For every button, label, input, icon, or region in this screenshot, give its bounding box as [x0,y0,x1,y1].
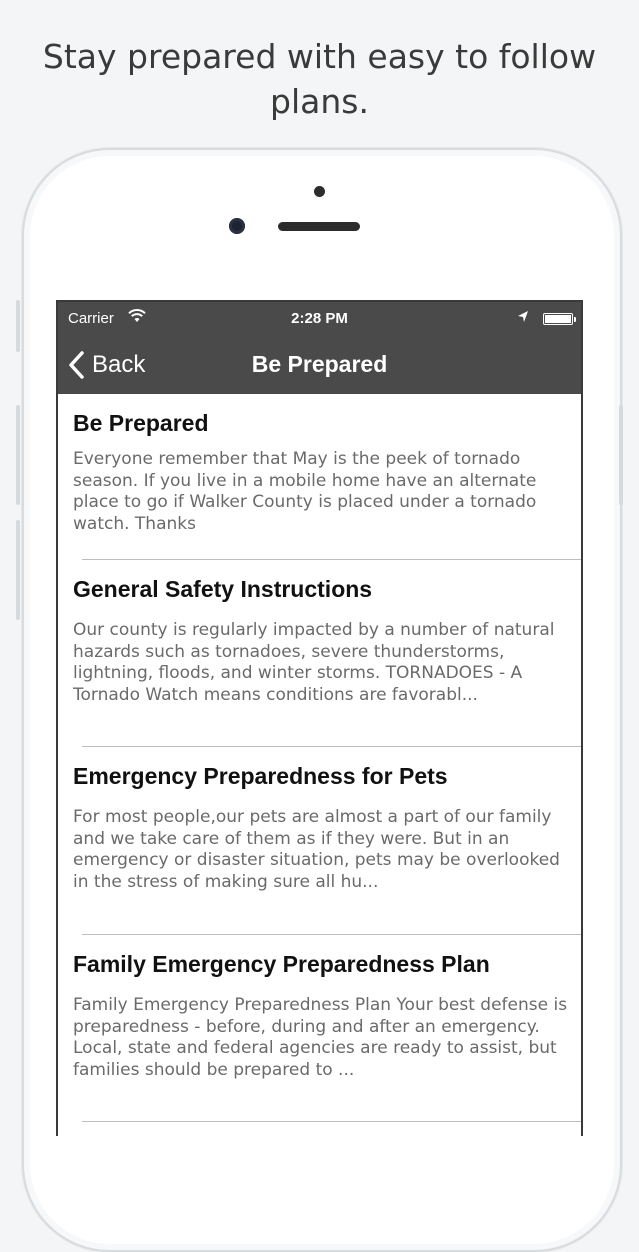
list-item[interactable] [58,394,581,560]
location-arrow-icon [517,310,529,328]
front-sensor [314,186,325,197]
item-title: Be Prepared [73,410,209,436]
list-item[interactable] [58,747,581,935]
article-list [58,394,581,1122]
navigation-bar [58,336,581,394]
earpiece-speaker [278,222,360,231]
status-time: 2:28 PM [291,310,348,327]
back-label: Back [92,351,146,378]
app-screen [56,300,583,1136]
item-body: Our county is regularly impacted by a number of natural hazards such as tornadoes, severe thunderstorms, lightning, floods, and winter storms. TORNADOES - A Tornado Watch means conditions are favorabl... [73,620,555,705]
phone-side-button [619,405,623,505]
battery-icon [543,313,573,325]
phone-side-button [16,405,20,505]
page-title: Be Prepared [251,351,388,377]
item-body: Everyone remember that May is the peek of tornado season. If you live in a mobile home have an alternate place to go if Walker County is placed under a tornado watch. Thanks [73,449,537,534]
front-camera [229,218,245,234]
item-body: Family Emergency Preparedness Plan Your best defense is preparedness - before, during and after an emergency. Local, state and federal agencies are ready to assist, but families should be prepared to ... [73,995,568,1080]
phone-side-button [16,520,20,620]
chevron-left-icon [68,351,84,379]
list-item[interactable] [58,560,581,747]
item-title: General Safety Instructions [73,576,373,602]
item-title: Emergency Preparedness for Pets [73,763,448,789]
back-button[interactable] [68,349,145,381]
divider [82,1121,581,1122]
phone-side-button [16,300,20,352]
item-title: Family Emergency Preparedness Plan [73,951,490,977]
carrier-label: Carrier [68,310,114,327]
battery-tip [574,317,576,322]
item-body: For most people,our pets are almost a part of our family and we take care of them as if they were. But in an emergency or disaster situation, pets may be overlooked in the stress of making sure all hu... [73,807,560,892]
status-bar [58,302,581,336]
list-item[interactable] [58,935,581,1122]
marketing-headline: Stay prepared with easy to follow plans. [42,37,597,121]
